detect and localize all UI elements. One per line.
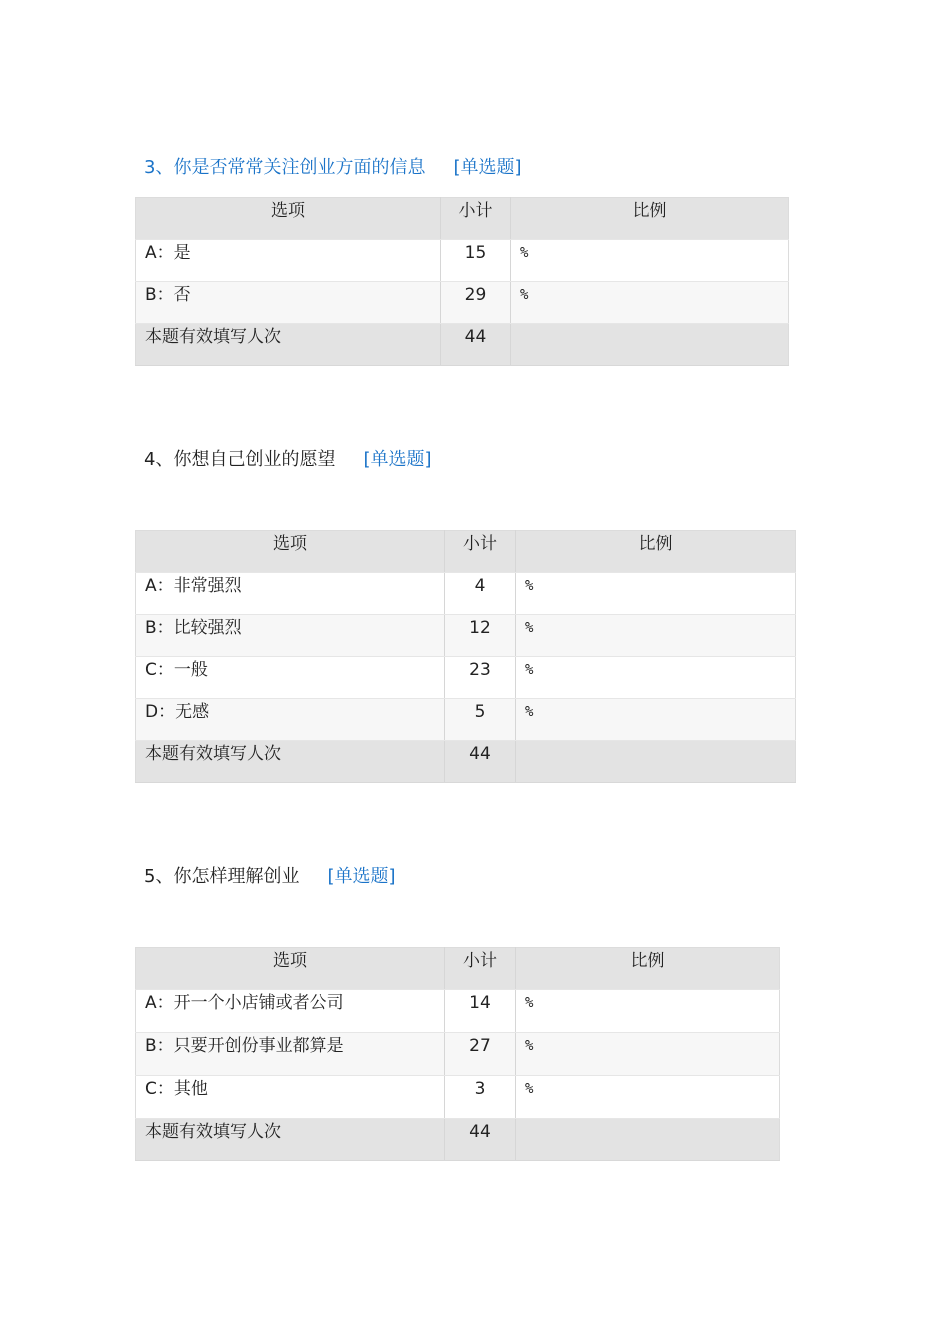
question-3-title	[144, 156, 522, 180]
question-3-text: 3、你是否常常关注创业方面的信息	[144, 157, 426, 178]
ratio-cell: %	[516, 1076, 780, 1119]
question-5-text: 5、你怎样理解创业	[144, 866, 300, 887]
option-cell: B：否	[136, 282, 441, 324]
count-cell: 3	[445, 1076, 516, 1119]
total-row	[136, 741, 796, 783]
table-row	[136, 615, 796, 657]
option-cell: A：非常强烈	[136, 573, 445, 615]
question-4-type-tag: [单选题]	[363, 449, 432, 470]
count-cell: 14	[445, 990, 516, 1033]
ratio-cell: %	[516, 990, 780, 1033]
option-cell: A：开一个小店铺或者公司	[136, 990, 445, 1033]
ratio-cell: %	[516, 573, 796, 615]
header-option: 选项	[136, 948, 445, 990]
total-ratio-empty	[511, 324, 789, 366]
question-4-results-table	[135, 530, 796, 783]
count-cell: 23	[445, 657, 516, 699]
question-5-title	[144, 865, 396, 889]
count-cell: 4	[445, 573, 516, 615]
table-row	[136, 657, 796, 699]
table-row	[136, 1033, 780, 1076]
total-row	[136, 1119, 780, 1161]
ratio-cell: %	[511, 240, 789, 282]
header-count: 小计	[445, 948, 516, 990]
table-row	[136, 699, 796, 741]
total-label: 本题有效填写人次	[136, 324, 441, 366]
total-row	[136, 324, 789, 366]
count-cell: 27	[445, 1033, 516, 1076]
question-3-type-tag: [单选题]	[453, 157, 522, 178]
total-ratio-empty	[516, 741, 796, 783]
question-5-results-table	[135, 947, 780, 1161]
count-cell: 12	[445, 615, 516, 657]
option-cell: D：无感	[136, 699, 445, 741]
header-ratio: 比例	[516, 948, 780, 990]
total-count: 44	[445, 1119, 516, 1161]
ratio-cell: %	[516, 1033, 780, 1076]
question-3-results-table	[135, 197, 789, 366]
question-5-type-tag: [单选题]	[327, 866, 396, 887]
ratio-cell: %	[511, 282, 789, 324]
header-count: 小计	[441, 198, 511, 240]
total-label: 本题有效填写人次	[136, 1119, 445, 1161]
total-label: 本题有效填写人次	[136, 741, 445, 783]
ratio-cell: %	[516, 615, 796, 657]
table-row	[136, 240, 789, 282]
count-cell: 5	[445, 699, 516, 741]
header-ratio: 比例	[516, 531, 796, 573]
table-row	[136, 282, 789, 324]
table-header-row	[136, 198, 789, 240]
option-cell: A：是	[136, 240, 441, 282]
table-row	[136, 1076, 780, 1119]
question-4-text: 4、你想自己创业的愿望	[144, 449, 336, 470]
table-row	[136, 573, 796, 615]
option-cell: B：比较强烈	[136, 615, 445, 657]
ratio-cell: %	[516, 657, 796, 699]
option-cell: B：只要开创份事业都算是	[136, 1033, 445, 1076]
option-cell: C：一般	[136, 657, 445, 699]
header-option: 选项	[136, 198, 441, 240]
ratio-cell: %	[516, 699, 796, 741]
count-cell: 15	[441, 240, 511, 282]
table-header-row	[136, 531, 796, 573]
count-cell: 29	[441, 282, 511, 324]
question-4-title	[144, 448, 432, 472]
header-ratio: 比例	[511, 198, 789, 240]
header-option: 选项	[136, 531, 445, 573]
total-ratio-empty	[516, 1119, 780, 1161]
table-row	[136, 990, 780, 1033]
option-cell: C：其他	[136, 1076, 445, 1119]
total-count: 44	[445, 741, 516, 783]
table-header-row	[136, 948, 780, 990]
total-count: 44	[441, 324, 511, 366]
header-count: 小计	[445, 531, 516, 573]
